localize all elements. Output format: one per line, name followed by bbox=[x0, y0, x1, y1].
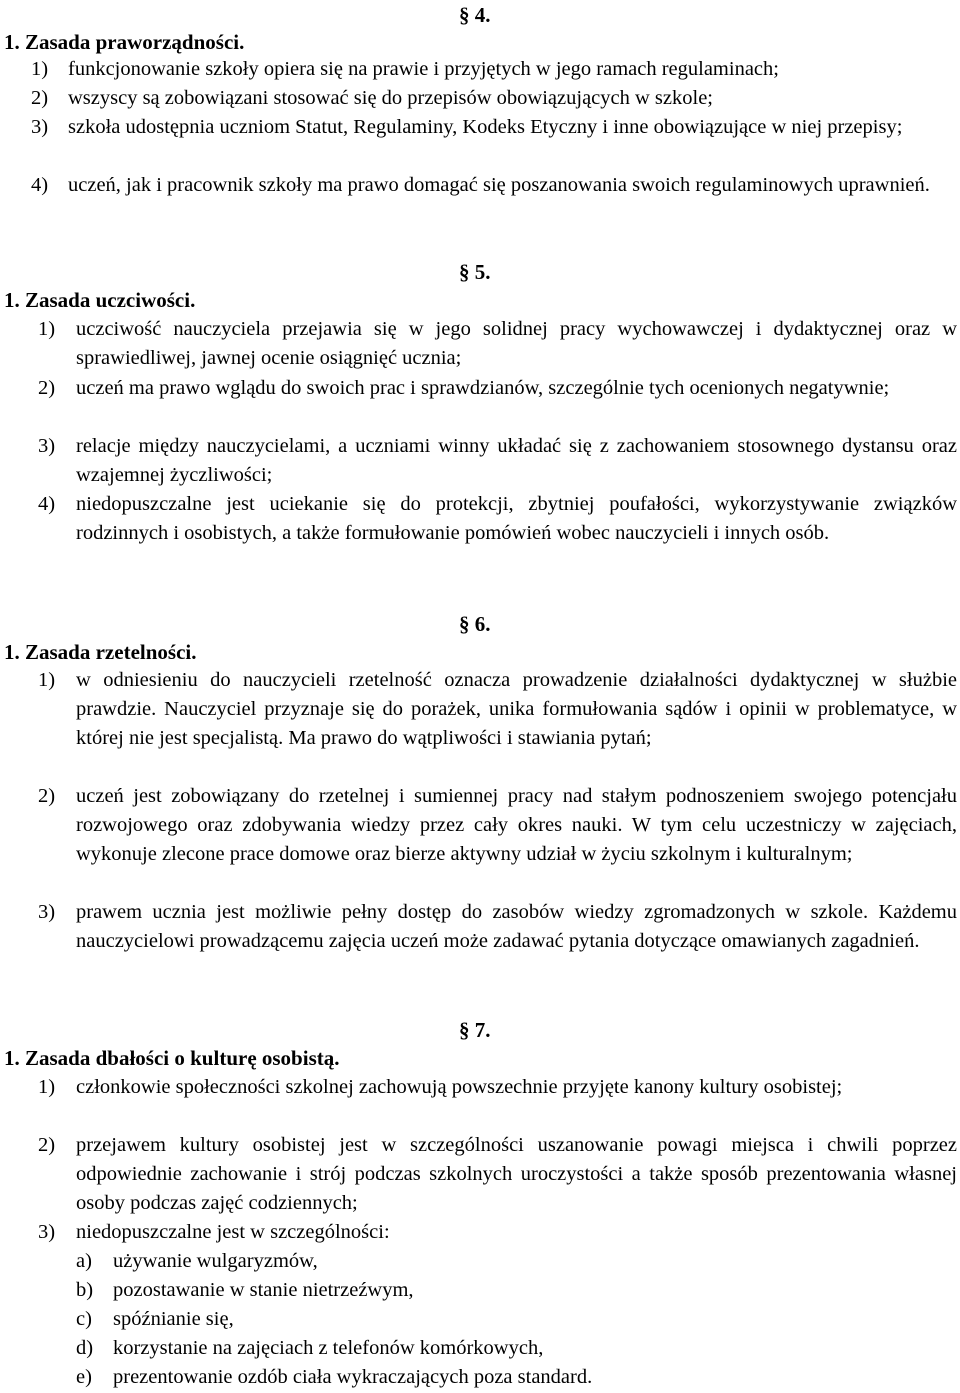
section-number: § 7. bbox=[459, 1018, 491, 1042]
item-number: 4) bbox=[31, 174, 49, 196]
item-number: 2) bbox=[31, 87, 49, 109]
item-number: 1) bbox=[38, 318, 56, 340]
list-item bbox=[38, 432, 957, 490]
section-heading: 1. Zasada rzetelności. bbox=[4, 640, 197, 664]
item-number: 1) bbox=[31, 58, 49, 80]
sub-list-item bbox=[76, 1305, 234, 1334]
sub-list-item bbox=[76, 1276, 414, 1305]
item-text: wszyscy są zobowiązani stosować się do przepisów obowiązujących w szkole; bbox=[68, 87, 713, 109]
list-item bbox=[38, 666, 957, 753]
sub-list-item bbox=[76, 1363, 592, 1392]
item-number: 2) bbox=[38, 1134, 56, 1156]
sub-item-letter: b) bbox=[76, 1279, 94, 1301]
sub-item-text: używanie wulgaryzmów, bbox=[113, 1250, 318, 1272]
section-number: § 6. bbox=[459, 612, 491, 636]
item-number: 2) bbox=[38, 377, 56, 399]
item-text: przejawem kultury osobistej jest w szczególności uszanowanie powagi miejsca i chwili poprzez odpowiednie zachowanie i strój podczas szkolnych uroczystości a także sposób prezentowania własnej osoby podczas zajęć codziennych; bbox=[76, 1134, 957, 1214]
section-heading: 1. Zasada uczciwości. bbox=[4, 288, 196, 312]
list-item bbox=[31, 55, 957, 84]
item-text: uczeń, jak i pracownik szkoły ma prawo domagać się poszanowania swoich regulaminowych uprawnień. bbox=[68, 174, 930, 196]
list-item bbox=[38, 782, 957, 869]
item-text: funkcjonowanie szkoły opiera się na prawie i przyjętych w jego ramach regulaminach; bbox=[68, 58, 779, 80]
item-text: prawem ucznia jest możliwie pełny dostęp do zasobów wiedzy zgromadzonych w szkole. Każdemu nauczycielowi prowadzącemu zajęcia uczeń może zadawać pytania dotyczące omawianych zagadnień. bbox=[76, 901, 957, 952]
list-item bbox=[38, 1218, 957, 1247]
section-number: § 5. bbox=[459, 260, 491, 284]
item-number: 2) bbox=[38, 785, 56, 807]
item-text: uczeń jest zobowiązany do rzetelnej i sumiennej pracy nad stałym podnoszeniem swojego potencjału rozwojowego oraz zdobywania wiedzy przez cały okres nauki. W tym celu uczestniczy w zajęciach, wykonuje zlecone prace domowe oraz bierze aktywny udział w życiu szkolnym i kulturalnym; bbox=[76, 785, 957, 865]
item-text: członkowie społeczności szkolnej zachowują powszechnie przyjęte kanony kultury osobistej; bbox=[76, 1076, 843, 1098]
list-item bbox=[38, 315, 957, 373]
sub-item-text: pozostawanie w stanie nietrzeźwym, bbox=[113, 1279, 414, 1301]
item-text: niedopuszczalne jest w szczególności: bbox=[76, 1221, 390, 1243]
sub-item-text: prezentowanie ozdób ciała wykraczających poza standard. bbox=[113, 1366, 593, 1388]
list-item bbox=[31, 171, 957, 200]
item-text: niedopuszczalne jest uciekanie się do protekcji, zbytniej poufałości, wykorzystywanie związków rodzinnych i osobistych, a także formułowanie pomówień wobec nauczycieli i innych osób. bbox=[76, 493, 957, 544]
item-text: w odniesieniu do nauczycieli rzetelność oznacza prowadzenie działalności dydaktycznej w służbie prawdzie. Nauczyciel przyznaje się do porażek, unika formułowania sądów i opinii w problematyce, w której nie jest specjalistą. Ma prawo do wątpliwości i stawiania pytań; bbox=[76, 669, 957, 749]
list-item bbox=[38, 490, 957, 548]
sub-list-item bbox=[76, 1247, 318, 1276]
item-text: relacje między nauczycielami, a uczniami winny układać się z zachowaniem stosownego dystansu oraz wzajemnej życzliwości; bbox=[76, 435, 957, 486]
item-number: 4) bbox=[38, 493, 56, 515]
sub-item-text: spóźnianie się, bbox=[113, 1308, 234, 1330]
item-text: uczeń ma prawo wglądu do swoich prac i sprawdzianów, szczególnie tych ocenionych negatywnie; bbox=[76, 377, 890, 399]
sub-item-text: korzystanie na zajęciach z telefonów komórkowych, bbox=[113, 1337, 544, 1359]
sub-item-letter: c) bbox=[76, 1308, 92, 1330]
list-item bbox=[31, 84, 957, 113]
list-item bbox=[38, 1131, 957, 1218]
item-number: 3) bbox=[38, 435, 56, 457]
section-number: § 4. bbox=[459, 3, 491, 27]
section-heading: 1. Zasada praworządności. bbox=[4, 30, 245, 54]
item-number: 3) bbox=[38, 901, 56, 923]
sub-item-letter: e) bbox=[76, 1366, 92, 1388]
list-item bbox=[38, 898, 957, 956]
section-heading: 1. Zasada dbałości o kulturę osobistą. bbox=[4, 1046, 340, 1070]
item-number: 1) bbox=[38, 669, 56, 691]
item-text: szkoła udostępnia uczniom Statut, Regulaminy, Kodeks Etyczny i inne obowiązujące w niej przepisy; bbox=[68, 116, 903, 138]
sub-item-letter: a) bbox=[76, 1250, 92, 1272]
item-text: uczciwość nauczyciela przejawia się w jego solidnej pracy wychowawczej i dydaktycznej oraz w sprawiedliwej, jawnej ocenie osiągnięć ucznia; bbox=[76, 318, 957, 369]
item-number: 1) bbox=[38, 1076, 56, 1098]
item-number: 3) bbox=[38, 1221, 56, 1243]
sub-item-letter: d) bbox=[76, 1337, 94, 1359]
sub-list-item bbox=[76, 1334, 543, 1363]
item-number: 3) bbox=[31, 116, 49, 138]
list-item bbox=[31, 113, 957, 142]
list-item bbox=[38, 374, 957, 403]
list-item bbox=[38, 1073, 957, 1102]
